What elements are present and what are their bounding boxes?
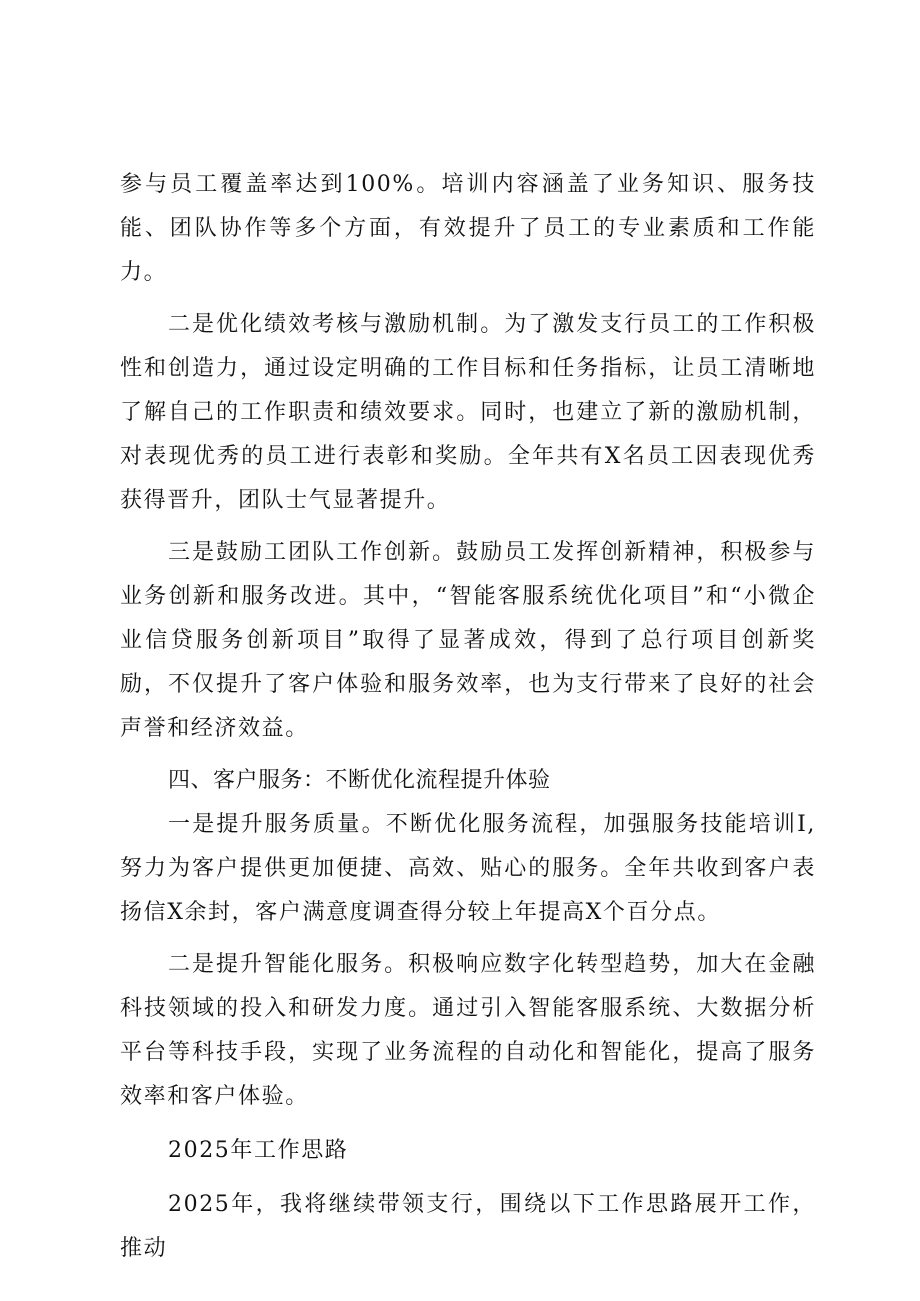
paragraph-2025-intro: 2025年，我将继续带领支行，围绕以下工作思路展开工作，推动 <box>120 1192 816 1261</box>
paragraph-intelligent-service: 二是提升智能化服务。积极响应数字化转型趋势，加大在金融科技领域的投入和研发力度。通过引入智能客服系统、大数据分析平台等科技手段，实现了业务流程的自动化和智能化，提高了服务效率和客户体验。 <box>120 952 816 1109</box>
section-heading-customer-service: 四、客户服务：不断优化流程提升体验 <box>168 768 551 793</box>
paragraph-performance-incentive: 二是优化绩效考核与激励机制。为了激发支行员工的工作积极性和创造力，通过设定明确的工作目标和任务指标，让员工清晰地了解自己的工作职责和绩效要求。同时，也建立了新的激励机制，对表现优秀的员工进行表彰和奖励。全年共有X名员工因表现优秀获得晋升，团队士气显著提升。 <box>120 312 816 513</box>
paragraph-training-coverage: 参与员工覆盖率达到100%。培训内容涵盖了业务知识、服务技能、团队协作等多个方面，有效提升了员工的专业素质和工作能力。 <box>120 172 816 285</box>
section-heading-2025-plan: 2025年工作思路 <box>168 1138 349 1163</box>
paragraph-team-innovation: 三是鼓励工团队工作创新。鼓励员工发挥创新精神，积极参与业务创新和服务改进。其中，“智能客服系统优化项目”和“小微企业信贷服务创新项目”取得了显著成效，得到了总行项目创新奖励，不仅提升了客户体验和服务效率，也为支行带来了良好的社会声誉和经济效益。 <box>120 540 816 741</box>
document-body <box>120 163 816 1271</box>
paragraph-service-quality: 一是提升服务质量。不断优化服务流程，加强服务技能培训I,努力为客户提供更加便捷、高效、贴心的服务。全年共收到客户表扬信X余封，客户满意度调查得分较上年提高X个百分点。 <box>120 812 816 925</box>
